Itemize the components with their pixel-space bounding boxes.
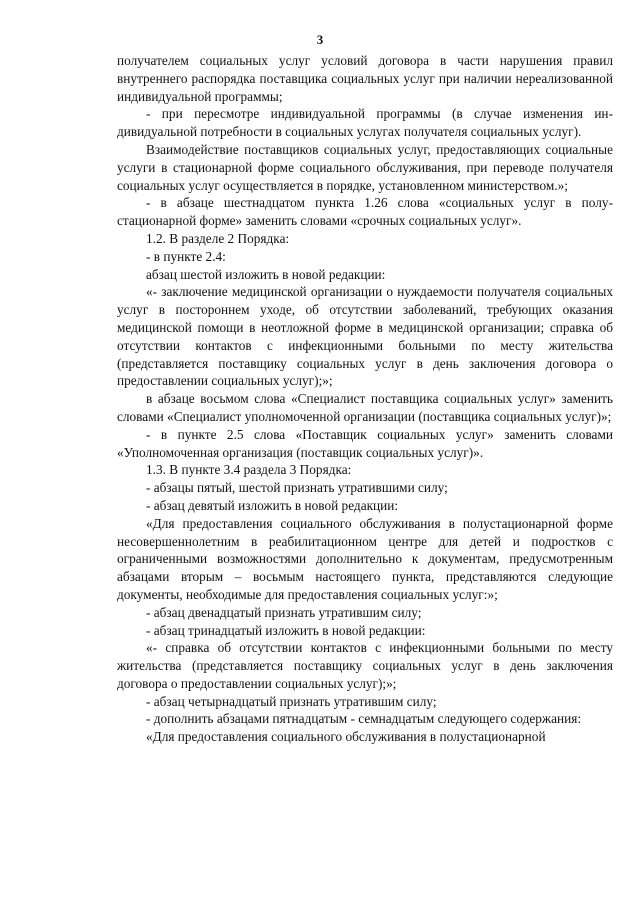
paragraph: - дополнить абзацами пятнадцатым - семнадцатым следующего содержания:	[146, 711, 582, 727]
paragraph: «Для предоставления социального обслуживания в полустационарной форме несовершеннолетним в реабилитационном центре для детей и подростков с ограниченными возможностями дополнительно к документам, предусмотренным абзацами вторым – восьмым настоящего пункта, представляются следующие документы, необходимые для предоставления социальных услуг:»;	[117, 515, 613, 602]
paragraph: - абзац четырнадцатый признать утратившим силу;	[146, 693, 437, 709]
paragraph: абзац шестой изложить в новой редакции:	[146, 266, 386, 282]
paragraph: - в абзаце шестнадцатом пункта 1.26 слова «социальных услуг в полустационарной форме» заменить словами «срочных социальных услуг».	[117, 195, 613, 229]
paragraph: в абзаце восьмом слова «Специалист поставщика социальных услуг» заменить словами «Специалист уполномоченной организации (поставщика социальных услуг)»;	[117, 391, 613, 424]
document-body	[117, 52, 613, 746]
paragraph: «- справка об отсутствии контактов с инфекционными больными по месту жительства (представляется поставщику социальных услуг в день заключения договора о предоставлении социальных услуг);»;	[117, 640, 613, 691]
paragraph: «Для предоставления социального обслуживания в полустационарной	[146, 729, 546, 745]
page-number: 3	[316, 32, 324, 47]
paragraph: 1.2. В разделе 2 Порядка:	[146, 230, 290, 246]
paragraph: - в пункте 2.4:	[146, 248, 226, 264]
paragraph: - абзац девятый изложить в новой редакции:	[146, 497, 399, 513]
paragraph: - абзацы пятый, шестой признать утратившими силу;	[146, 480, 448, 496]
paragraph: получателем социальных услуг условий договора в части нарушения правил внутреннего распорядка поставщика социальных услуг при наличии нереализованной индивидуальной программы;	[117, 53, 613, 104]
paragraph: - при пересмотре индивидуальной программы (в случае изменения индивидуальной потребности в социальных услугах получателя социальных услуг).	[117, 106, 613, 140]
paragraph: «- заключение медицинской организации о нуждаемости получателя социальных услуг в постороннем уходе, об отсутствии заболеваний, требующих оказания медицинской помощи в неотложной форме в медицинской организации; справка об отсутствии контактов с инфекционными больными по месту жительства (представляется поставщику социальных услуг в день заключения договора о предоставлении социальных услуг);»;	[117, 284, 613, 389]
paragraph: - в пункте 2.5 слова «Поставщик социальных услуг» заменить словами «Уполномоченная организация (поставщик социальных услуг)».	[117, 426, 613, 460]
paragraph: 1.3. В пункте 3.4 раздела 3 Порядка:	[146, 462, 352, 478]
paragraph: - абзац двенадцатый признать утратившим силу;	[146, 604, 422, 620]
paragraph: - абзац тринадцатый изложить в новой редакции:	[146, 622, 426, 638]
paragraph: Взаимодействие поставщиков социальных услуг, предоставляющих социальные услуги в стационарной форме социального обслуживания, при переводе получателя социальных услуг осуществляется в порядке, установленном министерством.»;	[117, 141, 613, 193]
